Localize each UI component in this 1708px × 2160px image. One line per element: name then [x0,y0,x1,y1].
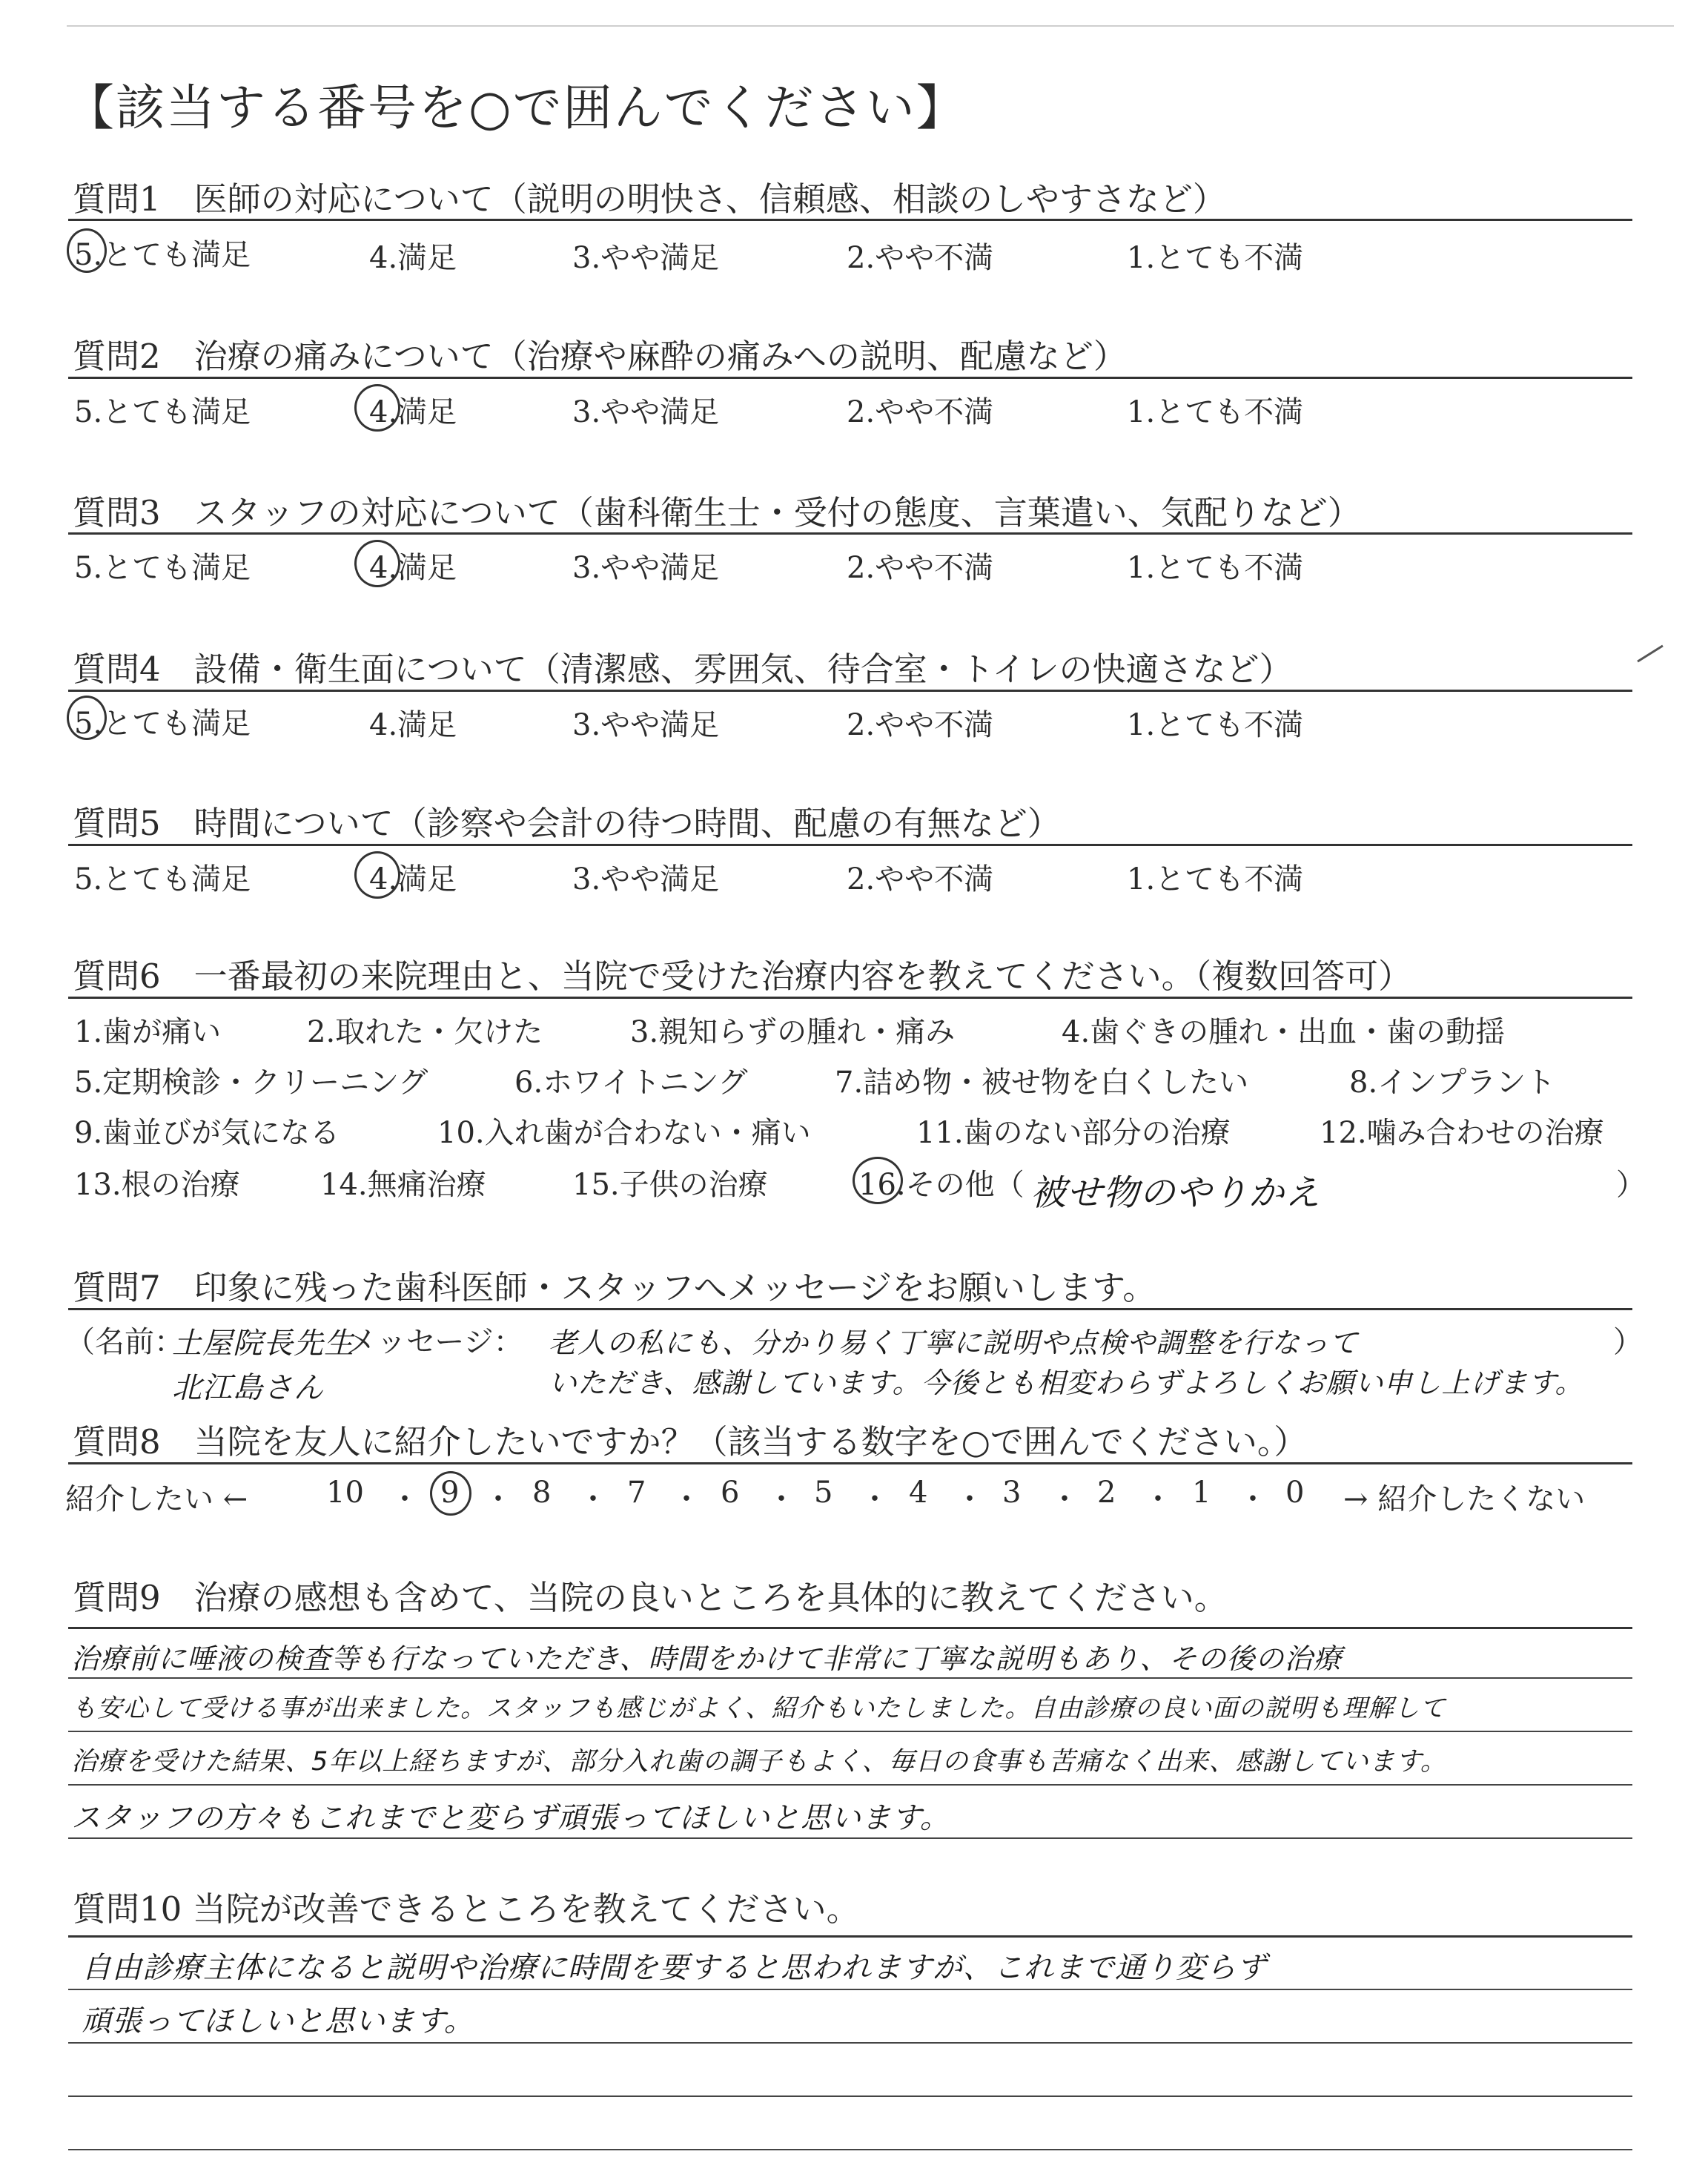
q9-answer-line-4[interactable]: スタッフの方々もこれまでと変らず頑張ってほしいと思います。 [71,1801,950,1835]
q6-option-1[interactable]: 1.歯が痛い [74,1015,222,1049]
q8-sep: ・ [1143,1482,1173,1516]
q6-option-10[interactable]: 10.入れ歯が合わない・痛い [437,1116,811,1150]
q1-option-5[interactable]: 5.とても満足 [74,238,251,272]
q7-message-line-1[interactable]: 老人の私にも、分かり易く丁寧に説明や点検や調整を行なって [549,1327,1359,1359]
q3-selection-circle [354,540,400,587]
q6-option-6[interactable]: 6.ホワイトニング [514,1066,748,1100]
q10-rule-1 [68,1989,1632,1990]
q3-option-4[interactable]: 4.満足 [369,551,457,585]
q10-answer-line-2[interactable]: 頑張ってほしいと思います。 [82,2004,474,2038]
q3-option-1[interactable]: 1.とても不満 [1127,551,1304,585]
q4-rule [68,690,1632,692]
q9-rule-4 [68,1837,1632,1839]
q5-option-1[interactable]: 1.とても不満 [1127,862,1304,896]
q5-rule [68,844,1632,846]
q6-option-3[interactable]: 3.親知らずの腫れ・痛み [630,1015,956,1049]
q7-title: 質問7 印象に残った歯科医師・スタッフへメッセージをお願いします。 [73,1268,1156,1307]
q8-sep: ・ [578,1482,608,1516]
q8-left-label: 紹介したい ← [65,1482,248,1516]
q4-selection-circle [67,696,107,740]
q9-rule-3 [68,1784,1632,1786]
q4-option-1[interactable]: 1.とても不満 [1127,708,1304,742]
q3-option-3[interactable]: 3.やや満足 [572,551,720,585]
q8-sep: ・ [1050,1482,1079,1516]
q8-score-3[interactable]: 3 [1002,1476,1022,1510]
q3-title: 質問3 スタッフの対応について（歯科衛生士・受付の態度、言葉遣い、気配りなど） [73,493,1361,532]
q8-score-5[interactable]: 5 [814,1476,833,1510]
q8-title: 質問8 当院を友人に紹介したいですか？（該当する数字を○で囲んでください。） [73,1422,1308,1462]
q10-rule-2 [68,2042,1632,2044]
q6-option-14[interactable]: 14.無痛治療 [320,1168,486,1202]
q4-title: 質問4 設備・衛生面について（清潔感、雰囲気、待合室・トイレの快適さなど） [73,650,1293,689]
q1-rule [68,219,1632,221]
q6-option-15[interactable]: 15.子供の治療 [572,1168,768,1202]
q9-rule-1 [68,1677,1632,1679]
q8-score-1[interactable]: 1 [1192,1476,1211,1510]
q8-score-4[interactable]: 4 [909,1476,928,1510]
q7-name-label: （名前： [65,1325,184,1359]
q6-option-5[interactable]: 5.定期検診・クリーニング [74,1066,428,1100]
q4-option-2[interactable]: 2.やや不満 [847,708,994,742]
q8-rule [68,1462,1632,1464]
q9-title: 質問9 治療の感想も含めて、当院の良いところを具体的に教えてください。 [73,1578,1228,1617]
q8-score-2[interactable]: 2 [1097,1476,1116,1510]
q2-option-3[interactable]: 3.やや満足 [572,395,720,429]
q7-name-value-2[interactable]: 北江島さん [172,1371,324,1405]
q8-sep: ・ [767,1482,796,1516]
q8-sep: ・ [672,1482,701,1516]
q6-option-4[interactable]: 4.歯ぐきの腫れ・出血・歯の動揺 [1062,1015,1506,1049]
q3-option-5[interactable]: 5.とても満足 [74,551,251,585]
q7-message-label: メッセージ： [347,1325,523,1359]
q9-answer-line-2[interactable]: も安心して受ける事が出来ました。スタッフも感じがよく、紹介もいたしました。自由診療の良い面の説明も理解して [71,1694,1446,1723]
pen-stroke [1637,645,1664,663]
q5-selection-circle [354,851,400,899]
q6-option-12[interactable]: 12.噛み合わせの治療 [1320,1116,1604,1150]
q6-option-7[interactable]: 7.詰め物・被せ物を白くしたい [835,1066,1249,1100]
q5-option-5[interactable]: 5.とても満足 [74,862,251,896]
q6-option-16[interactable]: 16.その他（ [858,1168,1025,1202]
q1-option-1[interactable]: 1.とても不満 [1127,241,1304,275]
q10-answer-line-1[interactable]: 自由診療主体になると説明や治療に時間を要すると思われますが、これまで通り変らず [82,1951,1267,1985]
q6-rule [68,997,1632,999]
q9-rule-0 [68,1627,1632,1629]
q8-sep: ・ [483,1482,513,1516]
q8-sep: ・ [1238,1482,1268,1516]
q6-option-9[interactable]: 9.歯並びが気になる [74,1116,340,1150]
q2-title: 質問2 治療の痛みについて（治療や麻酔の痛みへの説明、配慮など） [73,337,1127,376]
q1-option-2[interactable]: 2.やや不満 [847,241,994,275]
q9-answer-line-3[interactable]: 治療を受けた結果、5年以上経ちますが、部分入れ歯の調子もよく、毎日の食事も苦痛なく出来、感謝しています。 [71,1747,1447,1777]
q8-score-9[interactable]: 9 [440,1476,460,1510]
q8-sep: ・ [860,1482,890,1516]
q9-answer-line-1[interactable]: 治療前に唾液の検査等も行なっていただき、時間をかけて非常に丁寧な説明もあり、その後の治療 [71,1642,1343,1675]
q1-title: 質問1 医師の対応について（説明の明快さ、信頼感、相談のしやすさなど） [73,179,1226,219]
q5-title: 質問5 時間について（診察や会計の待つ時間、配慮の有無など） [73,804,1061,843]
q8-score-10[interactable]: 10 [326,1476,364,1510]
q10-rule-3 [68,2095,1632,2097]
q7-rule [68,1308,1632,1310]
q9-rule-2 [68,1731,1632,1732]
q5-option-4[interactable]: 4.満足 [369,862,457,896]
page-title: 【該当する番号を○で囲んでください】 [65,79,967,136]
q2-rule [68,377,1632,379]
q7-close-paren: ） [1613,1325,1643,1359]
q10-rule-4 [68,2149,1632,2150]
q2-option-4[interactable]: 4.満足 [369,395,457,429]
q2-option-1[interactable]: 1.とても不満 [1127,395,1304,429]
q7-message-line-2[interactable]: いただき、感謝しています。今後とも相変わらずよろしくお願い申し上げます。 [549,1367,1584,1399]
q5-option-2[interactable]: 2.やや不満 [847,862,994,896]
q8-score-0[interactable]: 0 [1285,1476,1305,1510]
q6-other-text[interactable]: 被せ物のやりかえ [1030,1172,1322,1214]
q8-sep: ・ [955,1482,984,1516]
q6-option-8[interactable]: 8.インプラント [1349,1066,1556,1100]
q2-selection-circle [354,384,400,432]
q8-selection-circle [430,1471,471,1516]
q1-option-3[interactable]: 3.やや満足 [572,241,720,275]
q4-option-5[interactable]: 5.とても満足 [74,707,251,741]
q6-option-11[interactable]: 11.歯のない部分の治療 [916,1116,1231,1150]
q3-rule [68,532,1632,535]
q6-selection-circle [853,1157,903,1204]
q5-option-3[interactable]: 3.やや満足 [572,862,720,896]
q7-name-value-1[interactable]: 土屋院長先生 [172,1327,354,1361]
q3-option-2[interactable]: 2.やや不満 [847,551,994,585]
q6-title: 質問6 一番最初の来院理由と、当院で受けた治療内容を教えてください。（複数回答可） [73,957,1412,996]
scan-top-edge [67,25,1674,27]
q8-score-7[interactable]: 7 [627,1476,646,1510]
q8-sep: ・ [390,1482,420,1516]
q1-option-4[interactable]: 4.満足 [369,241,457,275]
q2-option-5[interactable]: 5.とても満足 [74,395,251,429]
q4-option-3[interactable]: 3.やや満足 [572,708,720,742]
q6-option-13[interactable]: 13.根の治療 [74,1168,240,1202]
q6-option-2[interactable]: 2.取れた・欠けた [307,1015,543,1049]
q10-title: 質問10 当院が改善できるところを教えてください。 [73,1889,860,1929]
q6-close-paren: ） [1616,1168,1646,1202]
q8-right-label: → 紹介したくない [1343,1482,1586,1516]
q8-score-8[interactable]: 8 [532,1476,552,1510]
q1-selection-circle [67,228,107,273]
q2-option-2[interactable]: 2.やや不満 [847,395,994,429]
q4-option-4[interactable]: 4.満足 [369,708,457,742]
q10-rule-0 [68,1935,1632,1938]
q8-score-6[interactable]: 6 [721,1476,740,1510]
